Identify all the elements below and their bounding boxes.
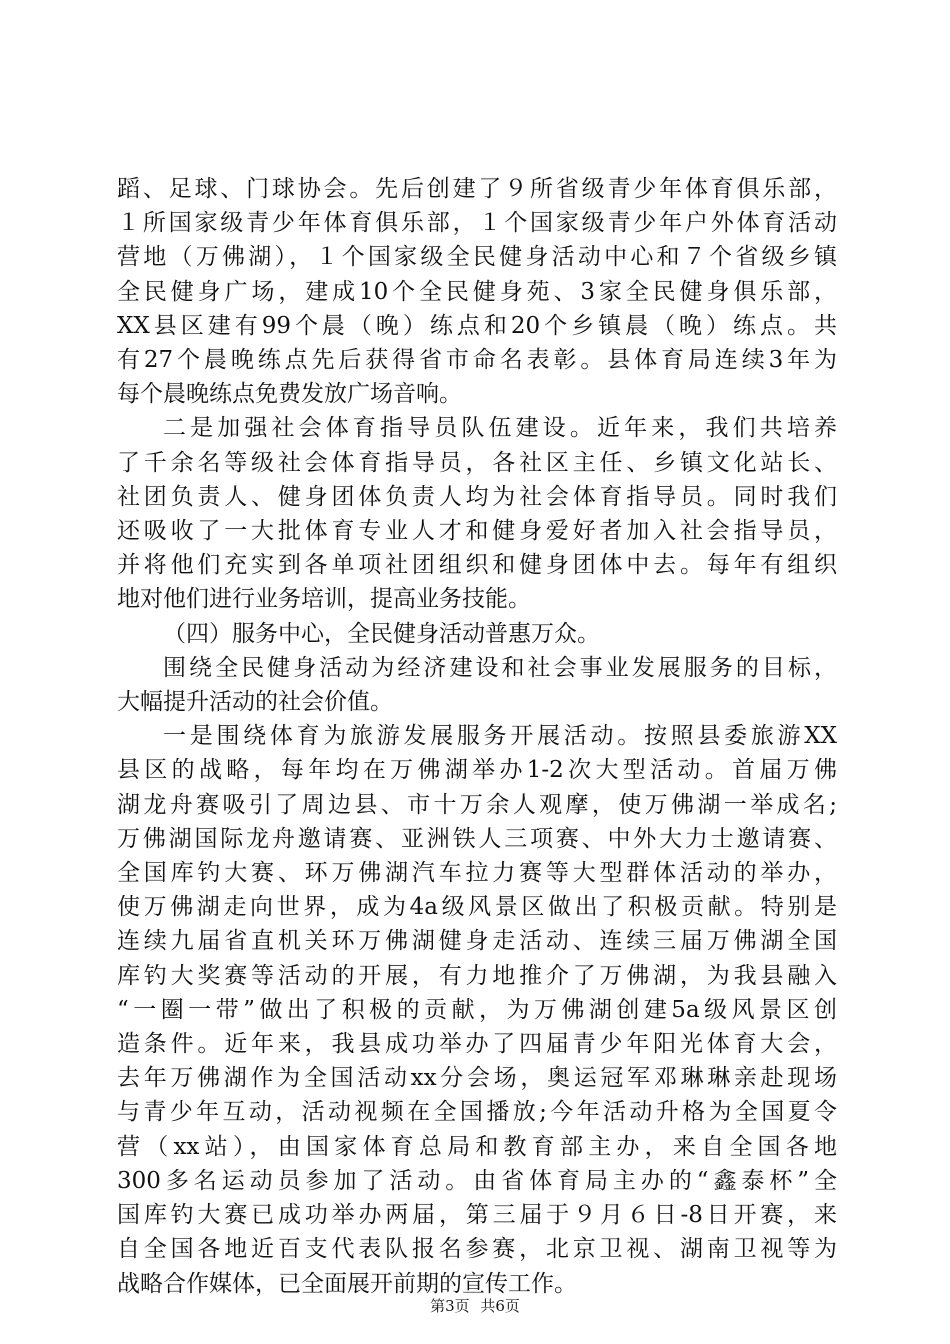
paragraph	[117, 411, 837, 616]
text-line: “一圈一带”做出了积极的贡献，为万佛湖创建5a级风景区创	[117, 996, 837, 1023]
text-line: （四）服务中心，全民健身活动普惠万众。	[163, 620, 600, 647]
text-line: 库钓大奖赛等活动的开展，有力地推介了万佛湖，为我县融入	[117, 962, 837, 989]
page-footer	[0, 1295, 950, 1316]
text-line: 万佛湖国际龙舟邀请赛、亚洲铁人三项赛、中外大力士邀请赛、	[117, 825, 837, 852]
paragraph	[117, 172, 837, 411]
text-line: 蹈、足球、门球协会。先后创建了９所省级青少年体育俱乐部，	[117, 176, 837, 202]
text-line: XX县区建有99个晨（晚）练点和20个乡镇晨（晚）练点。共	[117, 312, 837, 339]
text-line: 300多名运动员参加了活动。由省体育局主办的“鑫泰杯”全	[117, 1167, 837, 1194]
text-line: 造条件。近年来，我县成功举办了四届青少年阳光体育大会，	[117, 1031, 837, 1058]
text-line: 国库钓大赛已成功举办两届，第三届于９月６日-8日开赛，来	[117, 1202, 837, 1229]
text-line: 围绕全民健身活动为经济建设和社会事业发展服务的目标，	[163, 654, 837, 681]
paragraph	[117, 651, 837, 719]
text-line: 县区的战略，每年均在万佛湖举办1-2次大型活动。首届万佛	[117, 757, 837, 784]
text-line: 与青少年互动，活动视频在全国播放;今年活动升格为全国夏令	[117, 1099, 837, 1126]
paragraph	[117, 617, 837, 651]
text-line: 社团负责人、健身团体负责人均为社会体育指导员。同时我们	[117, 483, 837, 510]
text-line: 全国库钓大赛、环万佛湖汽车拉力赛等大型群体活动的举办，	[117, 860, 837, 887]
text-line: 营（xx站），由国家体育总局和教育部主办，来自全国各地	[117, 1133, 837, 1160]
text-line: 连续九届省直机关环万佛湖健身走活动、连续三届万佛湖全国	[117, 928, 837, 955]
text-line: 湖龙舟赛吸引了周边县、市十万余人观摩，使万佛湖一举成名;	[117, 791, 837, 818]
text-line: 使万佛湖走向世界，成为4a级风景区做出了积极贡献。特别是	[117, 894, 837, 921]
text-line: 战略合作媒体，已全面展开前期的宣传工作。	[117, 1270, 577, 1297]
text-line: 大幅提升活动的社会价值。	[117, 689, 393, 716]
document-body	[117, 172, 837, 1301]
text-line: 还吸收了一大批体育专业人才和健身爱好者加入社会指导员，	[117, 518, 837, 545]
text-line: 自全国各地近百支代表队报名参赛，北京卫视、湖南卫视等为	[117, 1236, 837, 1263]
page-total: 共6页	[480, 1297, 520, 1315]
text-line: 全民健身广场，建成10个全民健身苑、3家全民健身俱乐部，	[117, 278, 837, 305]
text-line: 了千余名等级社会体育指导员，各社区主任、乡镇文化站长、	[117, 449, 837, 476]
text-line: 二是加强社会体育指导员队伍建设。近年来，我们共培养	[163, 415, 837, 442]
text-line: 去年万佛湖作为全国活动xx分会场，奥运冠军邓琳琳亲赴现场	[117, 1065, 837, 1092]
text-line: １所国家级青少年体育俱乐部，１个国家级青少年户外体育活动	[117, 210, 837, 237]
text-line: 一是围绕体育为旅游发展服务开展活动。按照县委旅游XX	[163, 723, 837, 750]
text-line: 营地（万佛湖），１个国家级全民健身活动中心和７个省级乡镇	[117, 244, 837, 271]
text-line: 地对他们进行业务培训，提高业务技能。	[117, 586, 531, 613]
page-number: 第3页	[430, 1297, 470, 1315]
text-line: 每个晨晚练点免费发放广场音响。	[117, 381, 462, 408]
text-line: 并将他们充实到各单项社团组织和健身团体中去。每年有组织	[117, 552, 837, 579]
paragraph	[117, 719, 837, 1300]
text-line: 有27个晨晚练点先后获得省市命名表彰。县体育局连续3年为	[117, 347, 837, 374]
